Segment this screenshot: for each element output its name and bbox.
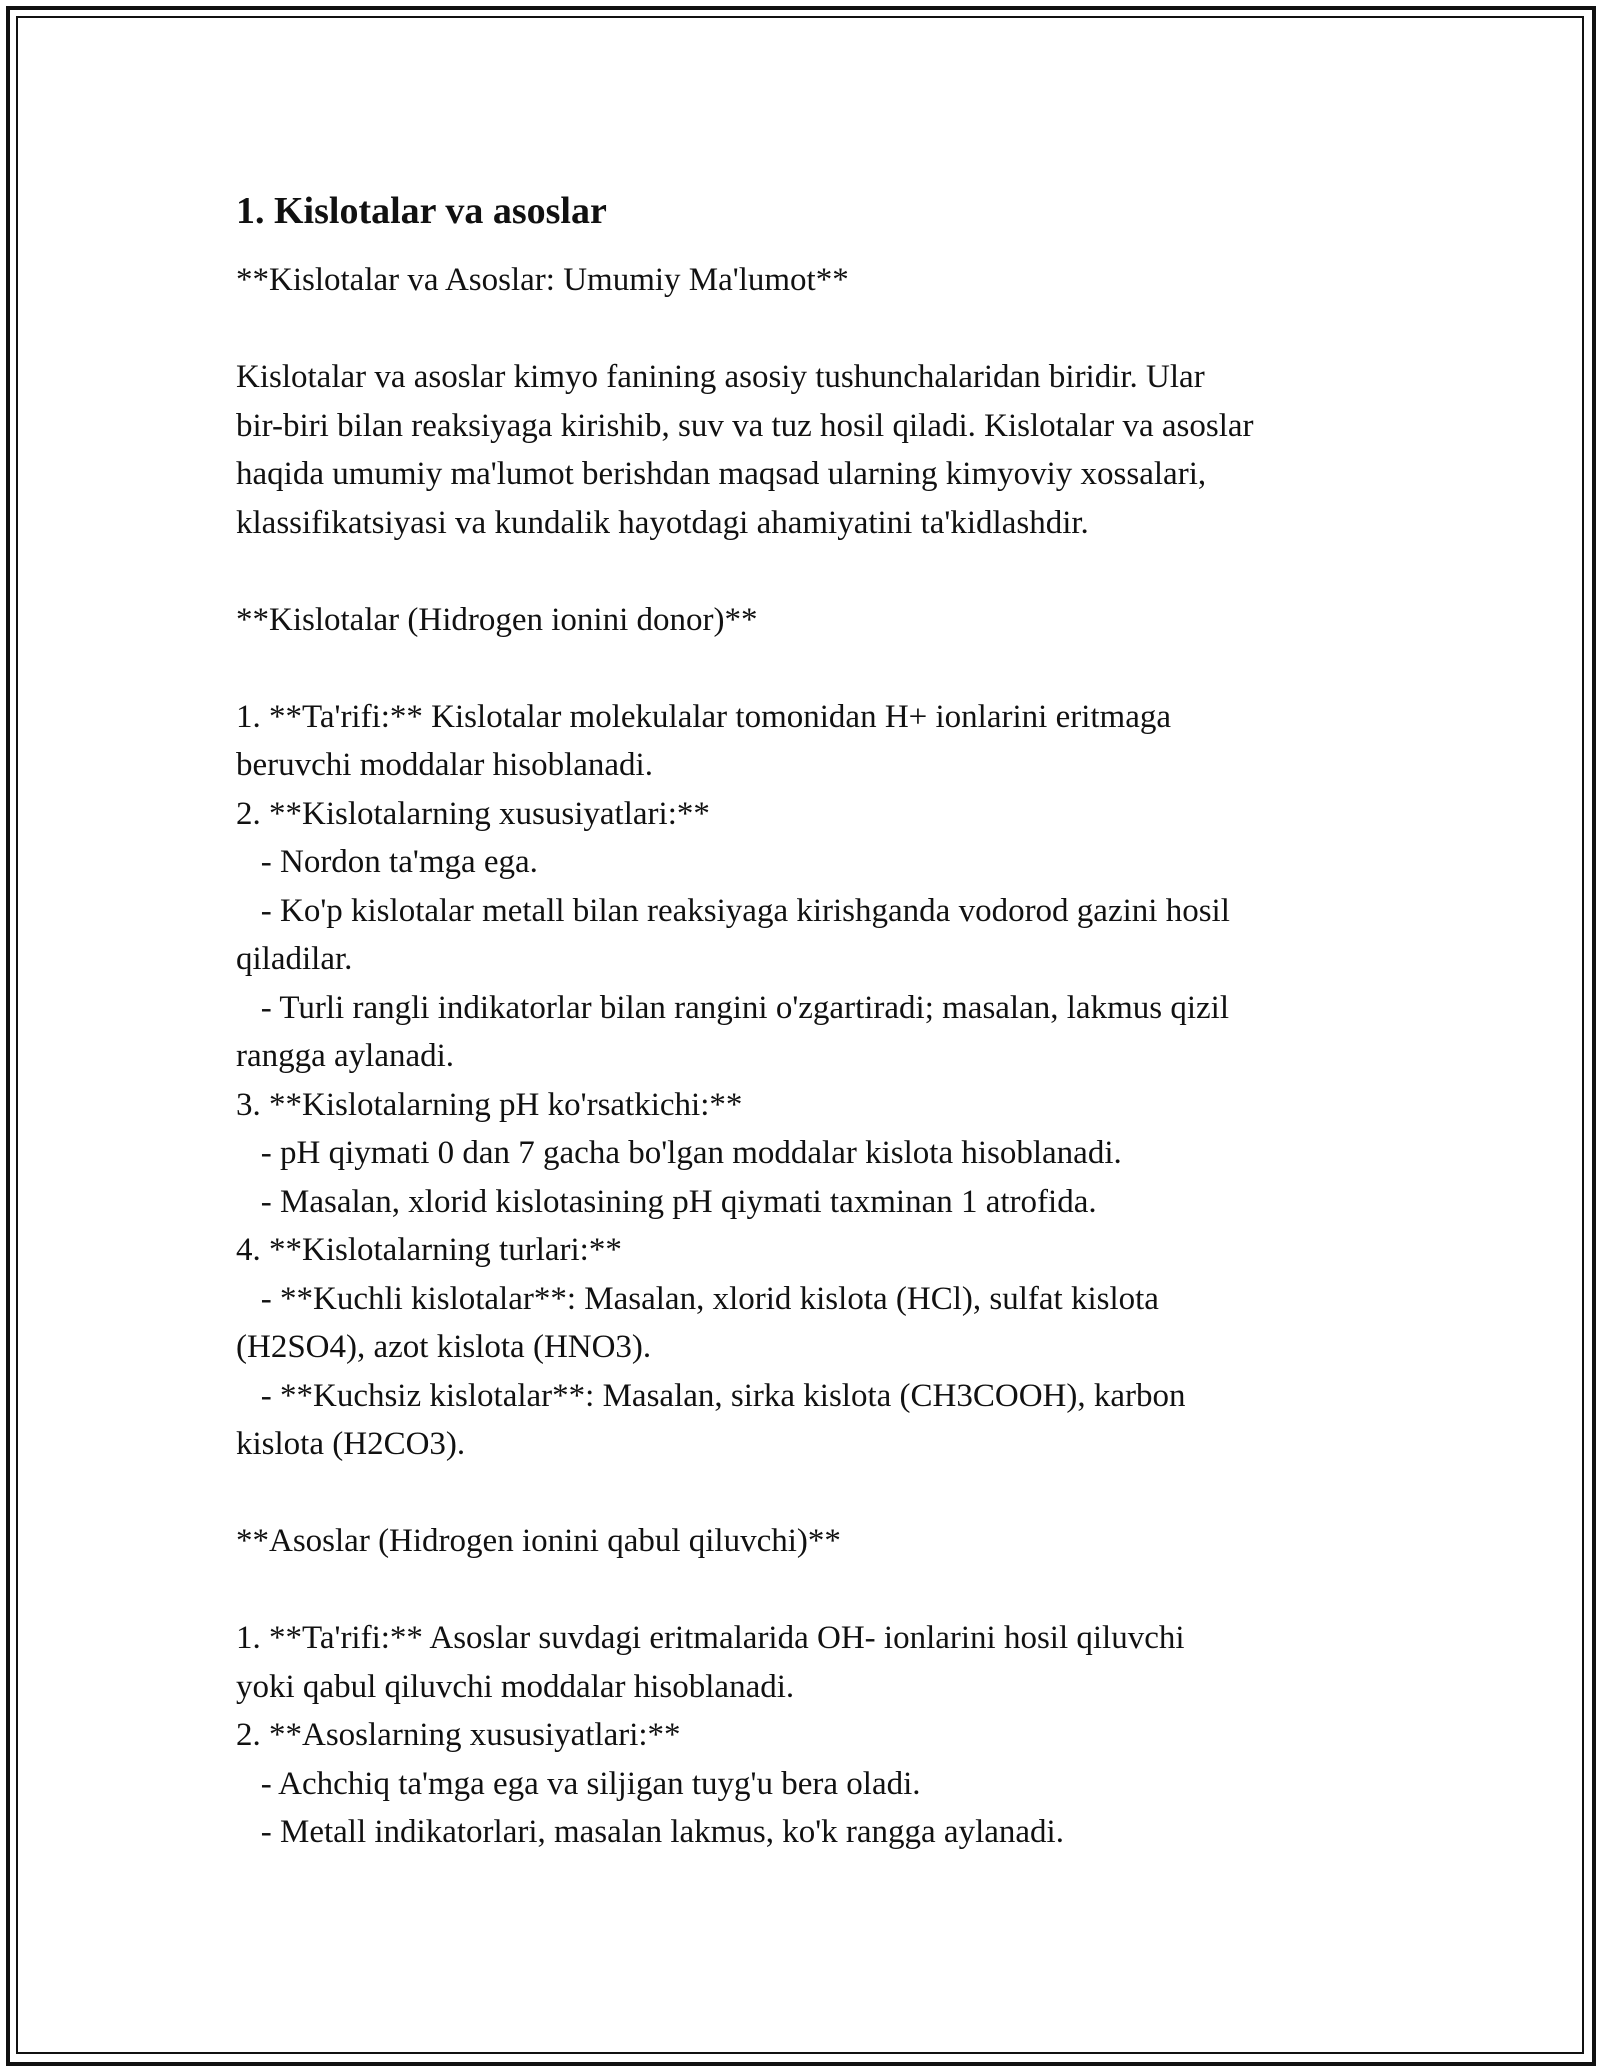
- text-line: haqida umumiy ma'lumot berishdan maqsad ularning kimyoviy xossalari,: [236, 456, 1207, 492]
- text-line: yoki qabul qiluvchi moddalar hisoblanadi.: [236, 1668, 795, 1705]
- text-line: bir-biri bilan reaksiyaga kirishib, suv va tuz hosil qiladi. Kislotalar va asoslar: [236, 407, 1254, 444]
- blank-line: [236, 644, 1396, 693]
- text-line: kislota (H2CO3).: [236, 1426, 466, 1462]
- blank-line: [236, 1566, 1396, 1615]
- text-line: - **Kuchsiz kislotalar**: Masalan, sirka kislota (CH3COOH), karbon: [236, 1377, 1186, 1414]
- text-line: 4. **Kislotalarning turlari:**: [236, 1232, 622, 1268]
- text-line: - Ko'p kislotalar metall bilan reaksiyaga kirishganda vodorod gazini hosil: [236, 892, 1230, 929]
- text-line: - Nordon ta'mga ega.: [236, 844, 538, 880]
- text-line: - Metall indikatorlari, masalan lakmus, ko'k rangga aylanadi.: [236, 1814, 1064, 1850]
- text-lines: [236, 256, 1396, 1857]
- text-line: 2. **Kislotalarning xususiyatlari:**: [236, 795, 710, 832]
- document-body: [236, 186, 1396, 1857]
- text-line: - Achchiq ta'mga ega va siljigan tuyg'u bera oladi.: [236, 1765, 921, 1802]
- text-line: - **Kuchli kislotalar**: Masalan, xlorid kislota (HCl), sulfat kislota: [236, 1280, 1159, 1317]
- text-line: beruvchi moddalar hisoblanadi.: [236, 747, 653, 783]
- text-line: 1. **Ta'rifi:** Kislotalar molekulalar tomonidan H+ ionlarini eritmaga: [236, 698, 1172, 735]
- text-line: 2. **Asoslarning xususiyatlari:**: [236, 1717, 681, 1753]
- blank-line: [236, 1469, 1396, 1518]
- text-line: qiladilar.: [236, 941, 353, 977]
- section-heading: 1. Kislotalar va asoslar: [236, 190, 607, 232]
- text-line: rangga aylanadi.: [236, 1038, 455, 1074]
- text-line: **Kislotalar va Asoslar: Umumiy Ma'lumot**: [236, 262, 849, 298]
- text-line: - Turli rangli indikatorlar bilan rangini o'zgartiradi; masalan, lakmus qizil: [236, 989, 1229, 1026]
- text-line: **Asoslar (Hidrogen ionini qabul qiluvchi)**: [236, 1523, 841, 1559]
- text-line: (H2SO4), azot kislota (HNO3).: [236, 1329, 652, 1365]
- blank-line: [236, 305, 1396, 354]
- text-line: 3. **Kislotalarning pH ko'rsatkichi:**: [236, 1086, 743, 1123]
- text-line: 1. **Ta'rifi:** Asoslar suvdagi eritmalarida OH- ionlarini hosil qiluvchi: [236, 1620, 1185, 1656]
- text-line: - Masalan, xlorid kislotasining pH qiymati taxminan 1 atrofida.: [236, 1183, 1097, 1220]
- text-line: **Kislotalar (Hidrogen ionini donor)**: [236, 601, 758, 638]
- text-line: - pH qiymati 0 dan 7 gacha bo'lgan moddalar kislota hisoblanadi.: [236, 1135, 1122, 1171]
- text-line: klassifikatsiyasi va kundalik hayotdagi ahamiyatini ta'kidlashdir.: [236, 504, 1089, 541]
- text-line: Kislotalar va asoslar kimyo fanining asosiy tushunchalaridan biridir. Ular: [236, 359, 1205, 395]
- blank-line: [236, 547, 1396, 596]
